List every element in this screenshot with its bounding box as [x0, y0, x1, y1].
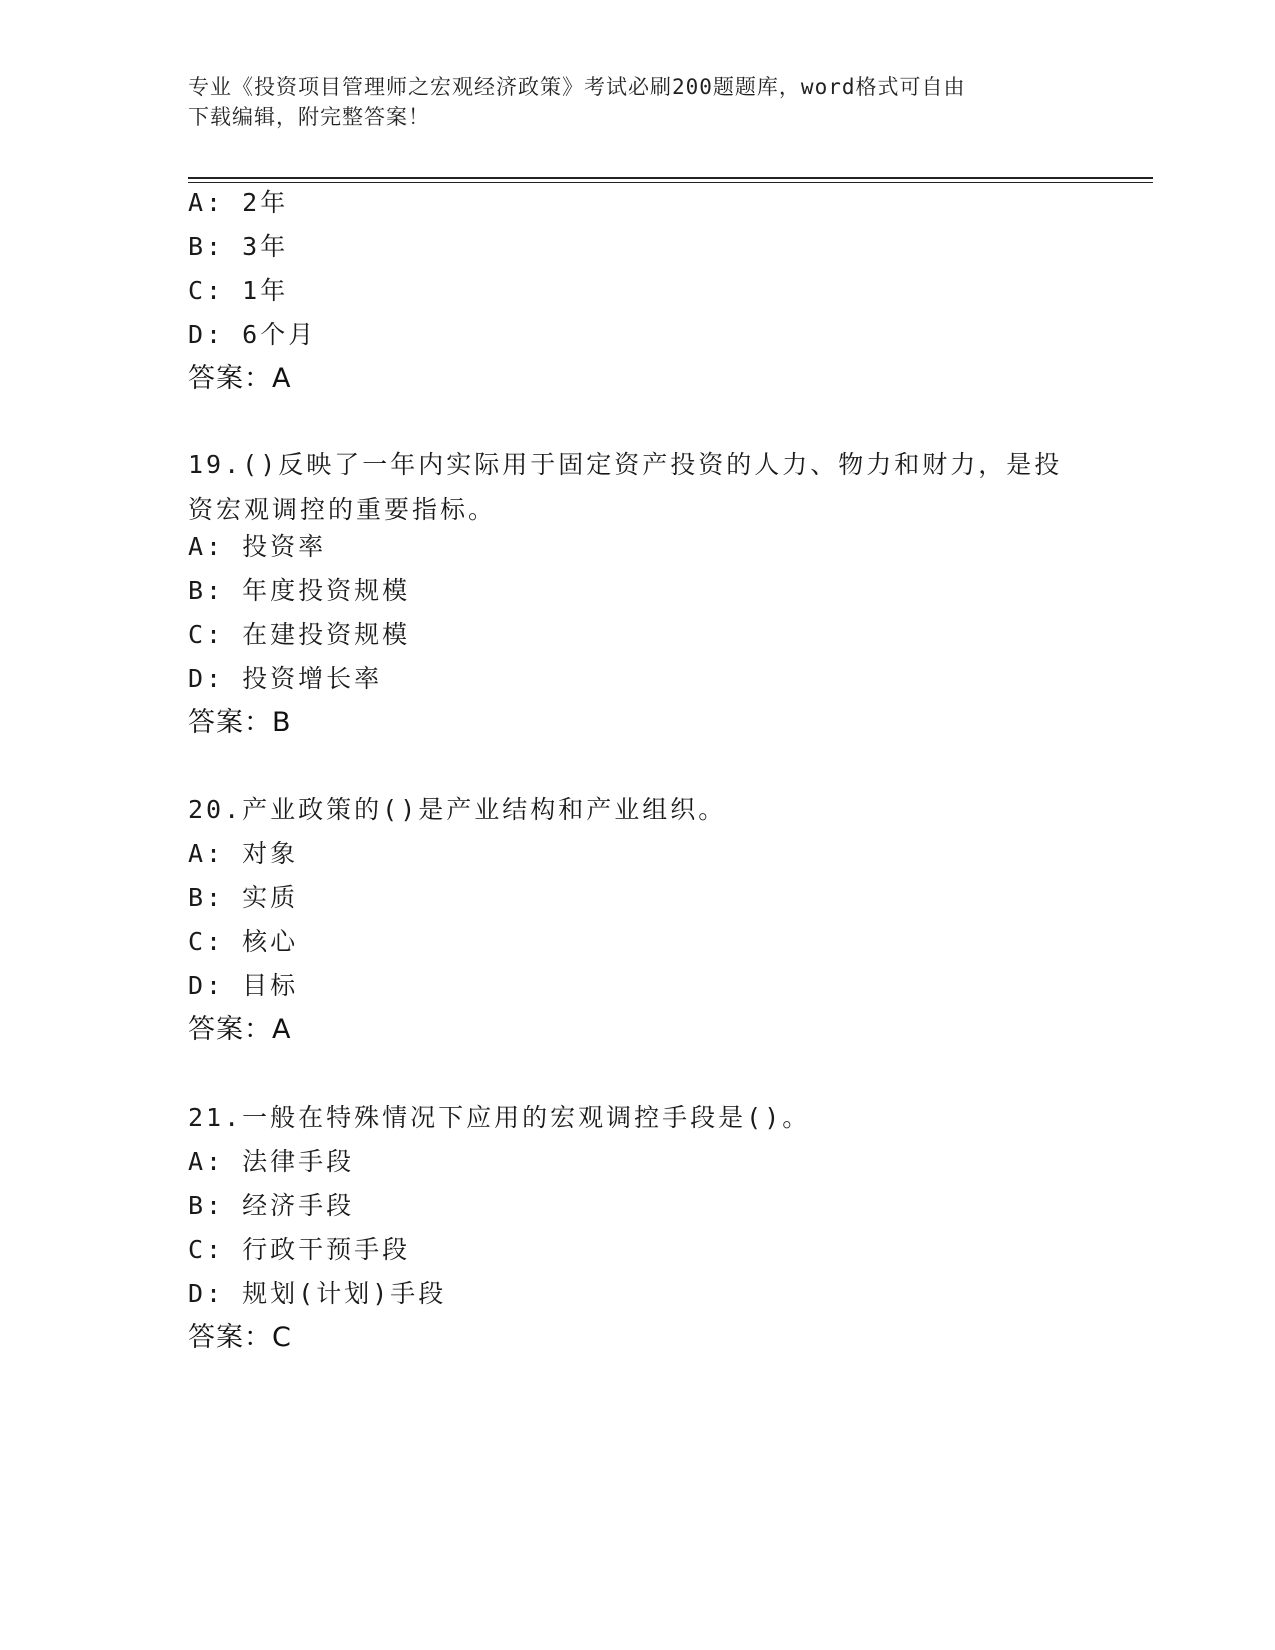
question-21: [188, 1103, 1088, 1353]
option-c: C: 在建投资规模: [188, 620, 411, 649]
option-d: D: 6个月: [188, 320, 317, 349]
question-text-line-2: 资宏观调控的重要指标。: [188, 495, 497, 524]
option-a: A: 投资率: [188, 532, 327, 561]
option-d: D: 投资增长率: [188, 664, 383, 693]
option-b: B: 实质: [188, 883, 299, 912]
header-divider-thin: [188, 182, 1153, 183]
option-d: D: 目标: [188, 971, 299, 1000]
answer: 答案：B: [188, 707, 292, 738]
option-a: A: 法律手段: [188, 1147, 355, 1176]
option-d: D: 规划(计划)手段: [188, 1279, 447, 1308]
option-c: C: 1年: [188, 276, 289, 305]
answer: 答案：A: [188, 1014, 292, 1045]
header-divider-thick: [188, 177, 1153, 179]
question-20: [188, 795, 1088, 1045]
answer: 答案：A: [188, 363, 292, 394]
option-c: C: 行政干预手段: [188, 1235, 411, 1264]
option-b: B: 3年: [188, 232, 289, 261]
option-a: A: 对象: [188, 839, 299, 868]
question-text: [188, 442, 1068, 532]
header-line-1: 专业《投资项目管理师之宏观经济政策》考试必刷200题题库，word格式可自由: [188, 75, 966, 99]
option-a: A: 2年: [188, 188, 289, 217]
question-18: [188, 188, 1088, 394]
option-b: B: 经济手段: [188, 1191, 355, 1220]
question-text: 21.一般在特殊情况下应用的宏观调控手段是()。: [188, 1103, 811, 1132]
header-line-2: 下载编辑，附完整答案！: [188, 105, 430, 129]
option-c: C: 核心: [188, 927, 299, 956]
question-19: [188, 442, 1088, 738]
document-header: [188, 72, 1088, 132]
option-b: B: 年度投资规模: [188, 576, 411, 605]
answer: 答案：C: [188, 1322, 292, 1353]
question-text: 20.产业政策的()是产业结构和产业组织。: [188, 795, 727, 824]
question-text-line-1: 19.()反映了一年内实际用于固定资产投资的人力、物力和财力，是投: [188, 450, 1063, 479]
